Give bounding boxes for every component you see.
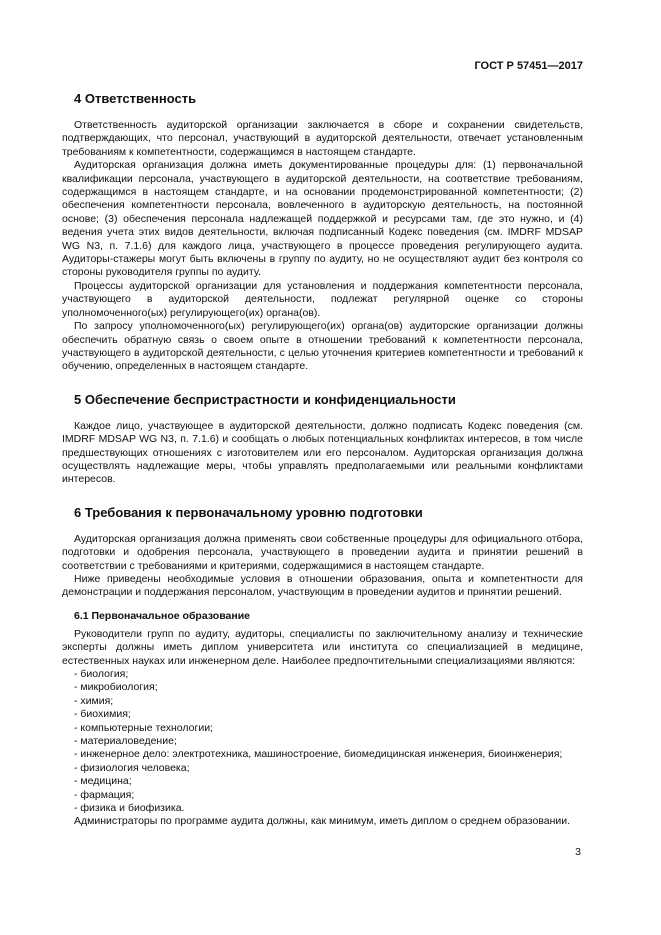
list-item: - физика и биофизика.: [74, 802, 185, 815]
spacer: [62, 487, 583, 505]
paragraph: Аудиторская организация должна иметь документированные процедуры для: (1) первоначальной квалификации персонала, участвующего в аудиторской деятельности, на соответствие требованиям, содержащимся в настоящем стандарте, и на основании продемонстрированной компетентности; (2) обеспечения компетентности персонала, вовлеченного в аудиторскую деятельность, на постоянной основе; (3) обеспечения персонала надлежащей поддержкой и ресурсами там, где это нужно, и (4) ведения учета этих видов деятельности, включая подписанный Кодекс поведения (см. IMDRF MDSAP WG N3, п. 7.1.6) для каждого лица, участвующего в процессе проведения регулирующего аудита. Аудиторы-стажеры могут быть включены в группу по аудиту, но не осуществляют аудит без контроля со стороны руководителя группы по аудиту.: [62, 159, 583, 279]
list-item: - медицина;: [74, 775, 132, 788]
section-6-title: 6 Требования к первоначальному уровню подготовки: [74, 504, 423, 520]
list-item: - компьютерные технологии;: [74, 721, 213, 734]
paragraph: Каждое лицо, участвующее в аудиторской деятельности, должно подписать Кодекс поведения (см. IMDRF MDSAP WG N3, п. 7.1.6) и сообщать о любых потенциальных конфликтах интересов, в том числе предшествующих отношениях с изготовителем или его персоналом. Аудиторская организация должна осуществлять надлежащие меры, чтобы управлять предполагаемыми или реальными конфликтами интересов.: [62, 419, 583, 486]
spacer: [62, 374, 583, 392]
paragraph: Руководители групп по аудиту, аудиторы, специалисты по заключительному анализу и технические эксперты должны иметь диплом университета или института со специализацией в медицине, естественных науках или инженерном деле. Наиболее предпочтительными специализациями являются:: [62, 627, 583, 667]
page-number: 3: [575, 846, 581, 858]
paragraph: Администраторы по программе аудита должны, как минимум, иметь диплом о среднем образовании.: [74, 815, 571, 828]
list-item: - фармация;: [74, 788, 135, 801]
document-id: ГОСТ Р 57451—2017: [474, 60, 583, 72]
list-item: - физиология человека;: [74, 761, 190, 774]
paragraph: Ответственность аудиторской организации заключается в сборе и сохранении свидетельств, подтверждающих, что персонал, участвующий в аудиторской деятельности, отвечает установленным требованиям к компетентности, содержащимся в настоящем стандарте.: [62, 119, 583, 158]
list-item: - инженерное дело: электротехника, машиностроение, биомедицинская инженерия, биоинженерия;: [74, 748, 563, 761]
paragraph: Ниже приведены необходимые условия в отношении образования, опыта и компетентности для демонстрации и поддержания персоналом, участвующим в проведении аудитов и принятии решений.: [62, 572, 583, 599]
list-item: - биохимия;: [74, 708, 131, 721]
section-5-title: 5 Обеспечение беспристрастности и конфиденциальности: [74, 391, 456, 407]
list-item: - биология;: [74, 668, 129, 680]
document-body: [62, 91, 583, 829]
subsection-6-1-title: 6.1 Первоначальное образование: [74, 609, 250, 622]
paragraph: Аудиторская организация должна применять свои собственные процедуры для официального отбора, подготовки и одобрения персонала, участвующего в проведении аудита и принятии решений в соответствии с требованиями и критериями, содержащимися в настоящем стандарте.: [62, 532, 583, 572]
list-item: - микробиология;: [74, 681, 158, 694]
list-item: - материаловедение;: [74, 735, 177, 748]
paragraph: По запросу уполномоченного(ых) регулирующего(их) органа(ов) аудиторские организации должны обеспечить обратную связь о своем опыте в отношении требований к компетентности персонала, участвующего в аудиторской деятельности, с целью уточнения критериев компетентности и требований к обучению, определенных в настоящем стандарте.: [62, 320, 583, 373]
list-item: - химия;: [74, 694, 114, 707]
section-4-title: 4 Ответственность: [74, 91, 197, 106]
paragraph: Процессы аудиторской организации для установления и поддержания компетентности персонала, участвующего в аудиторской деятельности, подлежат регулярной оценке со стороны уполномоченного(ых) регулирующего(их) органа(ов).: [62, 279, 583, 319]
spacer: [62, 600, 583, 609]
specialization-list: [62, 668, 583, 815]
